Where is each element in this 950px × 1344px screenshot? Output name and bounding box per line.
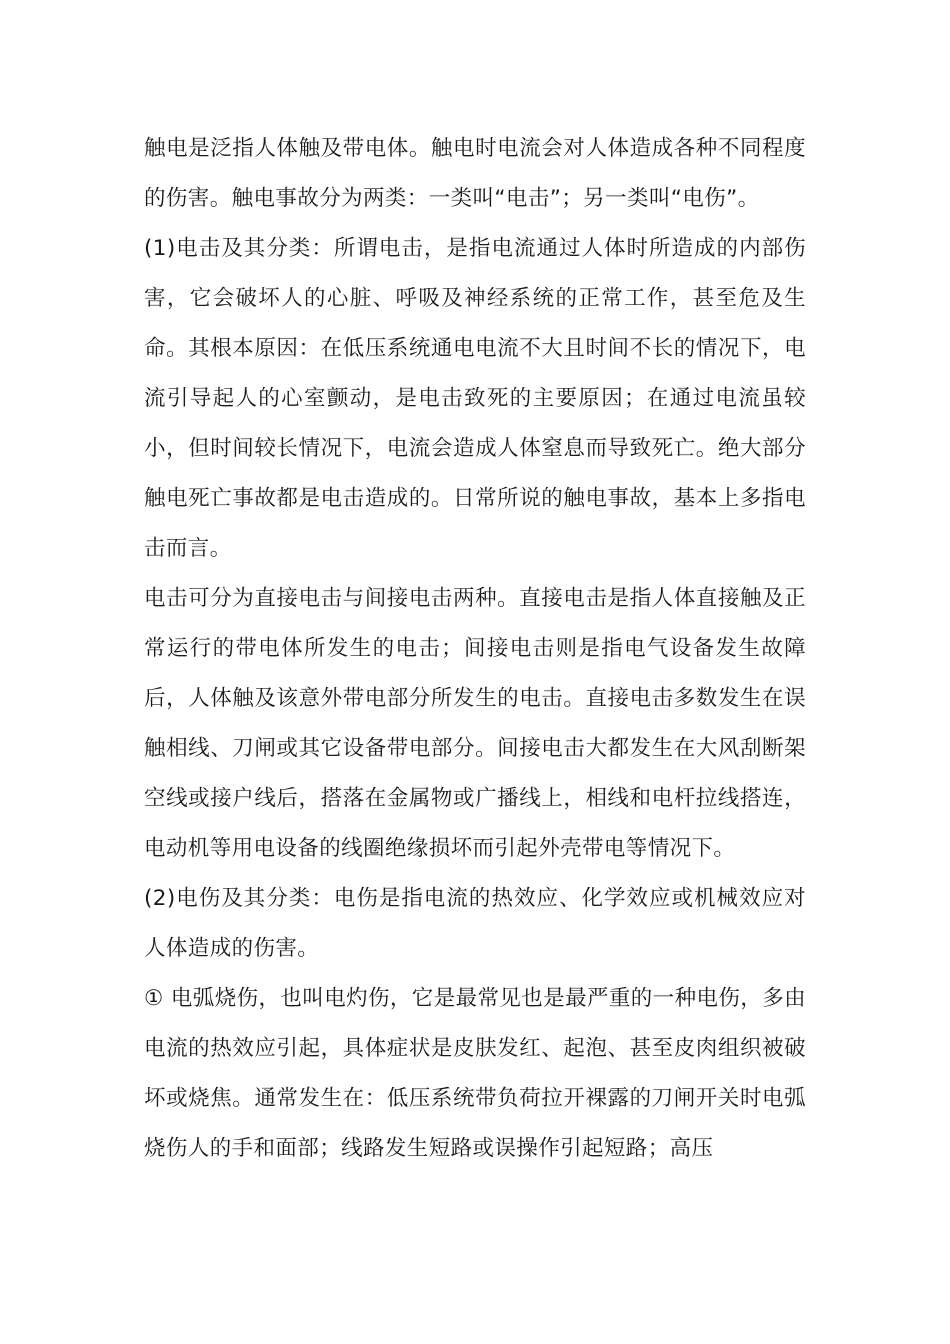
paragraph-arc-burn: ① 电弧烧伤，也叫电灼伤，它是最常见也是最严重的一种电伤，多由电流的热效应引起，具体症状是皮肤发红、起泡、甚至皮肉组织被破坏或烧焦。通常发生在：低压系统带负荷拉开裸露的刀闸开关时电弧烧伤人的手和面部；线路发生短路或误操作引起短路；高压 bbox=[144, 986, 807, 1161]
document-body bbox=[144, 124, 806, 1174]
paragraph-electric-shock: (1)电击及其分类：所谓电击，是指电流通过人体时所造成的内部伤害，它会破坏人的心脏、呼吸及神经系统的正常工作，甚至危及生命。其根本原因：在低压系统通电电流不大且时间不长的情况下，电流引导起人的心室颤动，是电击致死的主要原因；在通过电流虽较小，但时间较长情况下，电流会造成人体窒息而导致死亡。绝大部分触电死亡事故都是电击造成的。日常所说的触电事故，基本上多指电击而言。 bbox=[144, 236, 806, 561]
paragraph-electric-injury: (2)电伤及其分类：电伤是指电流的热效应、化学效应或机械效应对人体造成的伤害。 bbox=[144, 886, 806, 961]
paragraph-shock-types: 电击可分为直接电击与间接电击两种。直接电击是指人体直接触及正常运行的带电体所发生的电击；间接电击则是指电气设备发生故障后，人体触及该意外带电部分所发生的电击。直接电击多数发生在误触相线、刀闸或其它设备带电部分。间接电击大都发生在大风刮断架空线或接户线后，搭落在金属物或广播线上，相线和电杆拉线搭连，电动机等用电设备的线圈绝缘损坏而引起外壳带电等情况下。 bbox=[144, 586, 806, 861]
paragraph-intro: 触电是泛指人体触及带电体。触电时电流会对人体造成各种不同程度的伤害。触电事故分为两类：一类叫“电击”；另一类叫“电伤”。 bbox=[144, 136, 806, 211]
